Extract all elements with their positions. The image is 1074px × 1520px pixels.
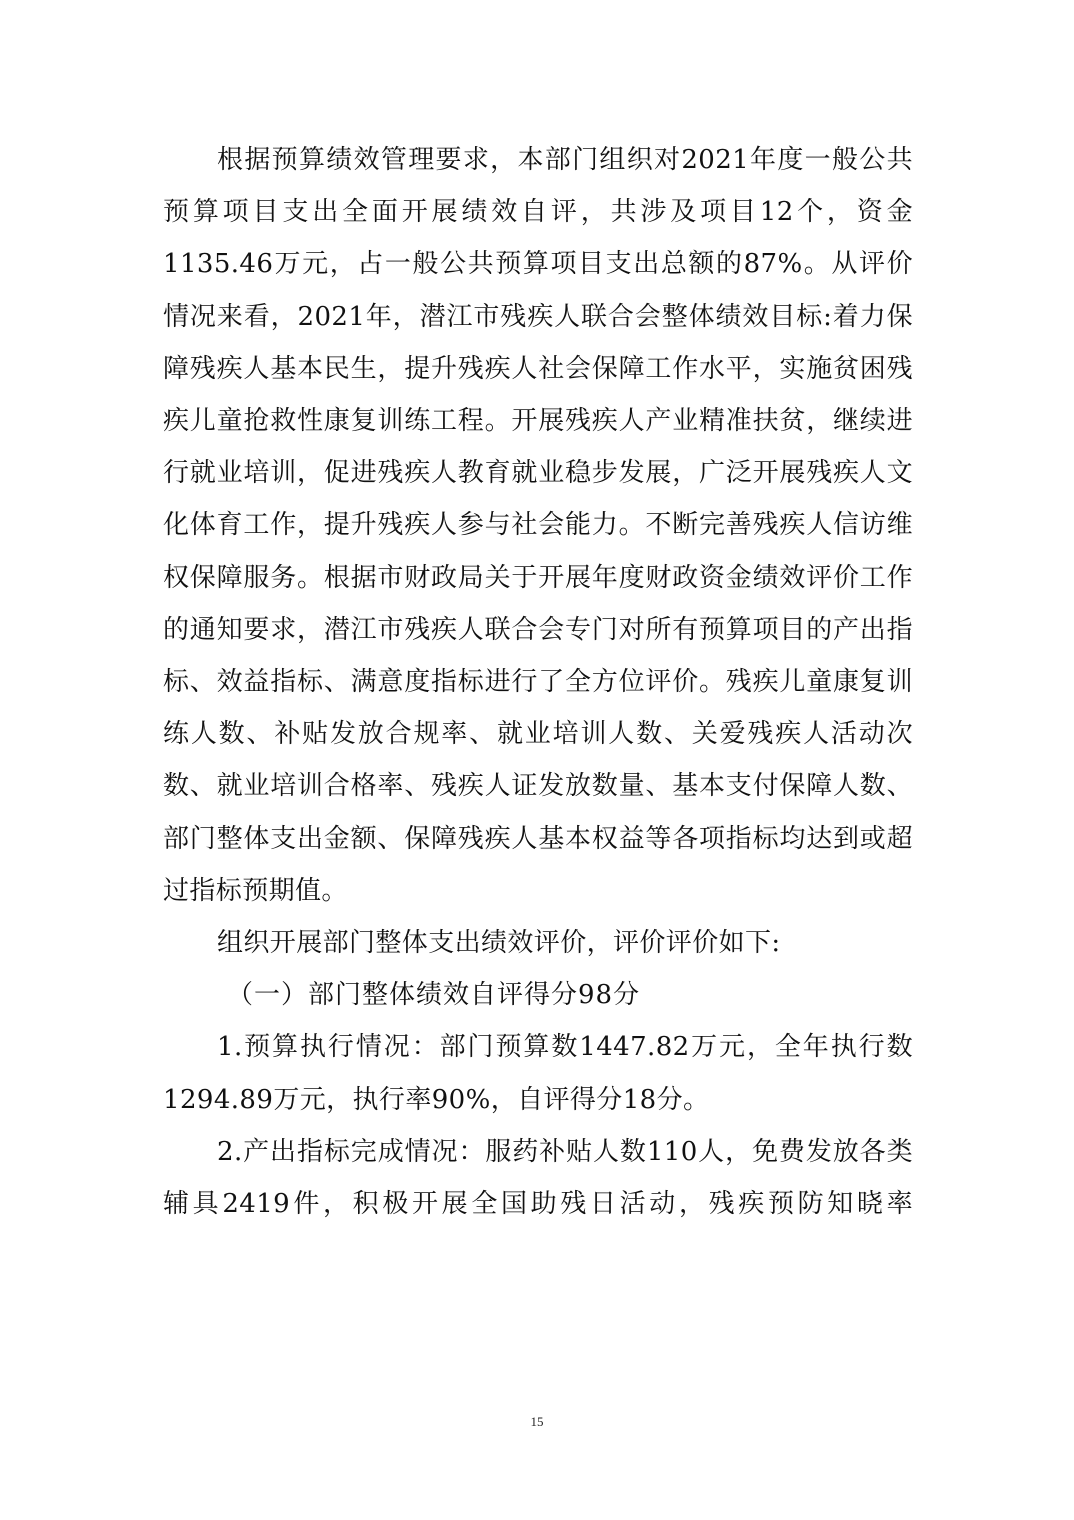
document-body [163, 134, 913, 1230]
page-number: 15 [530, 1414, 544, 1429]
paragraph-budget-execution: 1.预算执行情况：部门预算数1447.82万元，全年执行数1294.89万元，执行率90%，自评得分18分。 [163, 1032, 913, 1115]
paragraph-output-indicators: 2.产出指标完成情况：服药补贴人数110人，免费发放各类辅具2419件，积极开展全国助残日活动，残疾预防知晓率 [163, 1136, 913, 1220]
section-heading-score: （一）部门整体绩效自评得分98分 [227, 980, 641, 1011]
paragraph-evaluation-intro: 组织开展部门整体支出绩效评价，评价评价如下: [217, 928, 781, 959]
paragraph-performance-summary: 根据预算绩效管理要求，本部门组织对2021年度一般公共预算项目支出全面开展绩效自评，共涉及项目12个，资金1135.46万元，占一般公共预算项目支出总额的87%。从评价情况来看，2021年，潜江市残疾人联合会整体绩效目标:着力保障残疾人基本民生，提升残疾人社会保障工作水平，实施贫困残疾儿童抢救性康复训练工程。开展残疾人产业精准扶贫，继续进行就业培训，促进残疾人教育就业稳步发展，广泛开展残疾人文化体育工作，提升残疾人参与社会能力。不断完善残疾人信访维权保障服务。根据市财政局关于开展年度财政资金绩效评价工作的通知要求，潜江市残疾人联合会专门对所有预算项目的产出指标、效益指标、满意度指标进行了全方位评价。残疾儿童康复训练人数、补贴发放合规率、就业培训人数、关爱残疾人活动次数、就业培训合格率、残疾人证发放数量、基本支付保障人数、部门整体支出金额、保障残疾人基本权益等各项指标均达到或超过指标预期值。 [163, 145, 913, 906]
